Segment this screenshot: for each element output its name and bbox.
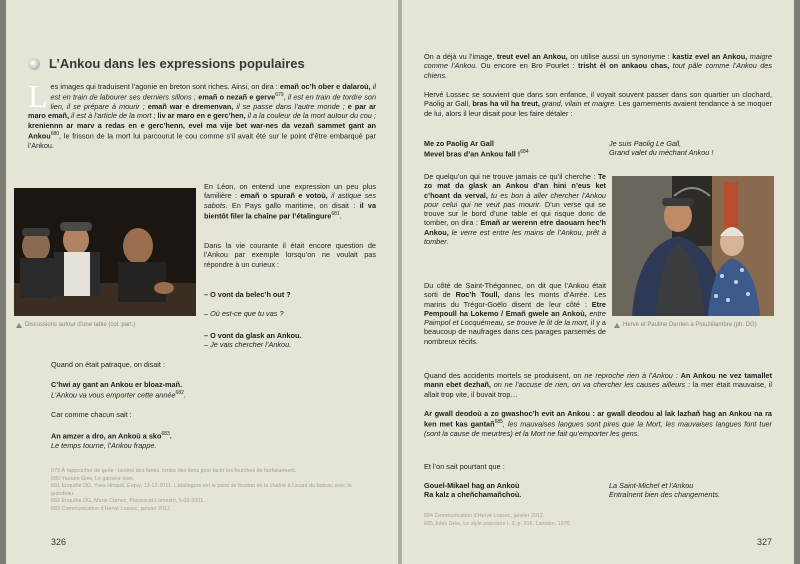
drop-cap: L [28, 78, 48, 114]
left-page [6, 0, 398, 564]
footnote-682: 682 Enquête DG, Marie Cornec, Plouescat-Lomestri, 5-03-2001. [51, 498, 205, 504]
footnote-680: 680 Yaouen Gow, Le garoeur ioan. [51, 475, 135, 482]
bullet-icon [28, 58, 40, 70]
photo-men-at-table [14, 188, 196, 316]
patraque-line: Quand on était patraque, on disait : [51, 360, 165, 369]
left-page-number: 326 [51, 537, 67, 547]
footnote-684: 684 Communication d’Hervé Lossec, janvier 2012. [424, 513, 545, 519]
caption-triangle-icon [16, 323, 22, 328]
saint-thegonnec-paragraph: Du côté de Saint-Thégonnec, on dit que l’Ankou était sorti de Roc’h Toull, dans les monts d’Arrée. Les marins du Trégor-Goëlo disent de leur côté : Etre Pempoull ha Lokemo / Emañ gwele an Ankoù, entre Paimpol et Locquémeau, se trouve le lit de la mort, il y a beaucoup de naufrages dans ces parages parsemés de nombreux récifs. [424, 281, 606, 346]
right-page [402, 0, 794, 564]
verse-saint-michel [424, 481, 772, 500]
verse-paolig-french: Je suis Paolig Le Gall, Grand valet du méchant Ankou ! [609, 139, 714, 158]
left-footnotes [51, 468, 369, 513]
left-photo-caption: Discussions autour d’une table (col. part.) [16, 322, 135, 328]
synonym-paragraph: On a déjà vu l’image, treut evel an Ankou, on utilise aussi un synonyme : kastiz evel an Ankou, maigre comme l’Ankou. Ou encore en Bro Pourlet : trisht èl on ankaou chas, tout pâle comme l’Ankou des chiens. [424, 52, 772, 80]
mauvaises-langues-paragraph: Ar gwall deodoù a zo gwashoc’h evit an Ankou : ar gwall deodou al lak lazhañ hag an Ankou na ra ken met kas gantañ$^{685}$, les mauvaises langues sont pires que la Mort, les mauvaises langues font tuer (sont la cause de meurtres) et la Mort ne fait qu’emporter les gens. [424, 409, 772, 439]
dialogue-2: – O vont da glask an Ankou. – Je vais chercher l’Ankou. [204, 331, 302, 350]
intro-paragraph: Les images qui traduisent l’agonie en breton sont riches. Ainsi, on dira : emañ oc’h ober e dalaroù, il est en train de labourer ses derniers sillons ; emañ o nezañ e gerve$^{679}$, il est en train de tordre son lien, il se prépare à mourir ; emañ war e dremenvan, il se passe dans l’autre monde ; e par ar maro emañ, il est à l’article de la mort ; liv ar maro en e gerc’hen, il a la couleur de la mort autour du cou ; kreniennn ar marv a redas en e gerc’henn, evel ma vije bet war-nes da vezañ sammet gant an Ankou$^{680}$, le frisson de la mort lui parcourut le cou comme s’il avait été sur le point d’être embarqué par l’Ankou. [28, 78, 377, 150]
expression-temps-tourne: An amzer a dro, an Ankoù a sko$^{683}$. Le temps tourne, l’Ankou frappe. [51, 431, 172, 450]
expression-ankou-annee: C’hwi ay gant an Ankou er bloaz-mañ. L’Ankou va vous emporter cette année$^{682}$. [51, 380, 186, 400]
chacun-sait-line: Car comme chacun sait : [51, 410, 132, 419]
caption-triangle-icon [614, 323, 620, 328]
right-photo-caption: Hervé et Pauline Derrien à Plouzélambre (ph. DG) [614, 322, 757, 328]
footnote-681: 681 Enquête DG, Yves Hinault, Erquy, 13-12-2011. L’étalingure est le point de fixation de la chaîne à l’avant du bateau avec le guindeau. [51, 483, 352, 497]
footnote-679: 679 À rapprocher de gerle : lanière des fanes, tordre des liens pour lacer les fourches de fanfaisement. [51, 468, 297, 474]
pourtant-line: Et l’on sait pourtant que : [424, 462, 505, 471]
derrien-couple-image [612, 176, 774, 316]
verse-saint-michel-breton: Gouel-Mikael hag an Ankoù Ra kalz a cheñchamañchoù. [424, 481, 522, 500]
footnote-683: 683 Communication d’Hervé Lossec, janvier 2012. [51, 505, 172, 512]
section-heading [28, 56, 305, 71]
right-footnotes [424, 513, 764, 528]
right-page-number: 327 [756, 537, 772, 547]
leon-paragraph: En Léon, on entend une expression un peu plus familière : emañ o spurañ e votoù, il astique ses sabots. En Pays gallo maritime, on disait : il va bientôt filer la chaîne par l’étalingure$^{681}$. [204, 182, 377, 221]
verse-paolig-breton: Me zo Paolig Ar Gall Mevel bras d’an Ankou fall !$^{684}$ [424, 139, 529, 159]
vie-courante-paragraph: Dans la vie courante il était encore question de l’Ankou par exemple lorsqu’on ne voulait pas répondre à un curieux : [204, 241, 376, 269]
men-at-table-image [14, 188, 196, 316]
verse-saint-michel-french: La Saint-Michel et l’Ankou Entraînent bien des changements. [609, 481, 721, 500]
section-title: L’Ankou dans les expressions populaires [49, 56, 305, 71]
cherche-paragraph: De quelqu’un qui ne trouve jamais ce qu’il cherche : Te zo mat da glask an Ankou d’an hini n’eus ket c’hoant da verval, tu es bon à aller chercher l’Ankou pour celui qui ne veut pas mourir. D’un verse qui se trouve sur le bord d’une table et qui risque donc de tomber, on dira : Emañ ar werenn etre daouarn hec’h Ankou, le verre est entre les mains de l’Ankou, prêt à tomber. [424, 172, 607, 247]
dialogue-1: – O vont da belec’h out ? [204, 290, 291, 299]
dialogue-1-translation: – Où est-ce que tu vas ? [204, 309, 284, 318]
photo-derrien-couple [612, 176, 774, 316]
footnote-685: 685 Jules Gros, Le style populaire t. 3, p. 316, Lannion, 1976. [424, 520, 572, 527]
lossec-paragraph: Hervé Lossec se souvient que dans son enfance, il voyait souvent passer dans son quartier un clochard, Paolig ar Gall, bras ha vil ha treut, grand, vilain et maigre. Les garnements avaient tendance à se moquer de lui, alors il leur disait pour les faire détaler : [424, 90, 772, 118]
verse-paolig [424, 139, 772, 159]
accidents-paragraph: Quand des accidents mortels se produisent, on ne reproche rien à l’Ankou : An Ankou ne vez tamallet mann ebet dezhañ, on ne l’accuse de rien, on va chercher les causes ailleurs : la mer était mauvaise, il allait trop vite, il buvait trop… [424, 371, 773, 399]
